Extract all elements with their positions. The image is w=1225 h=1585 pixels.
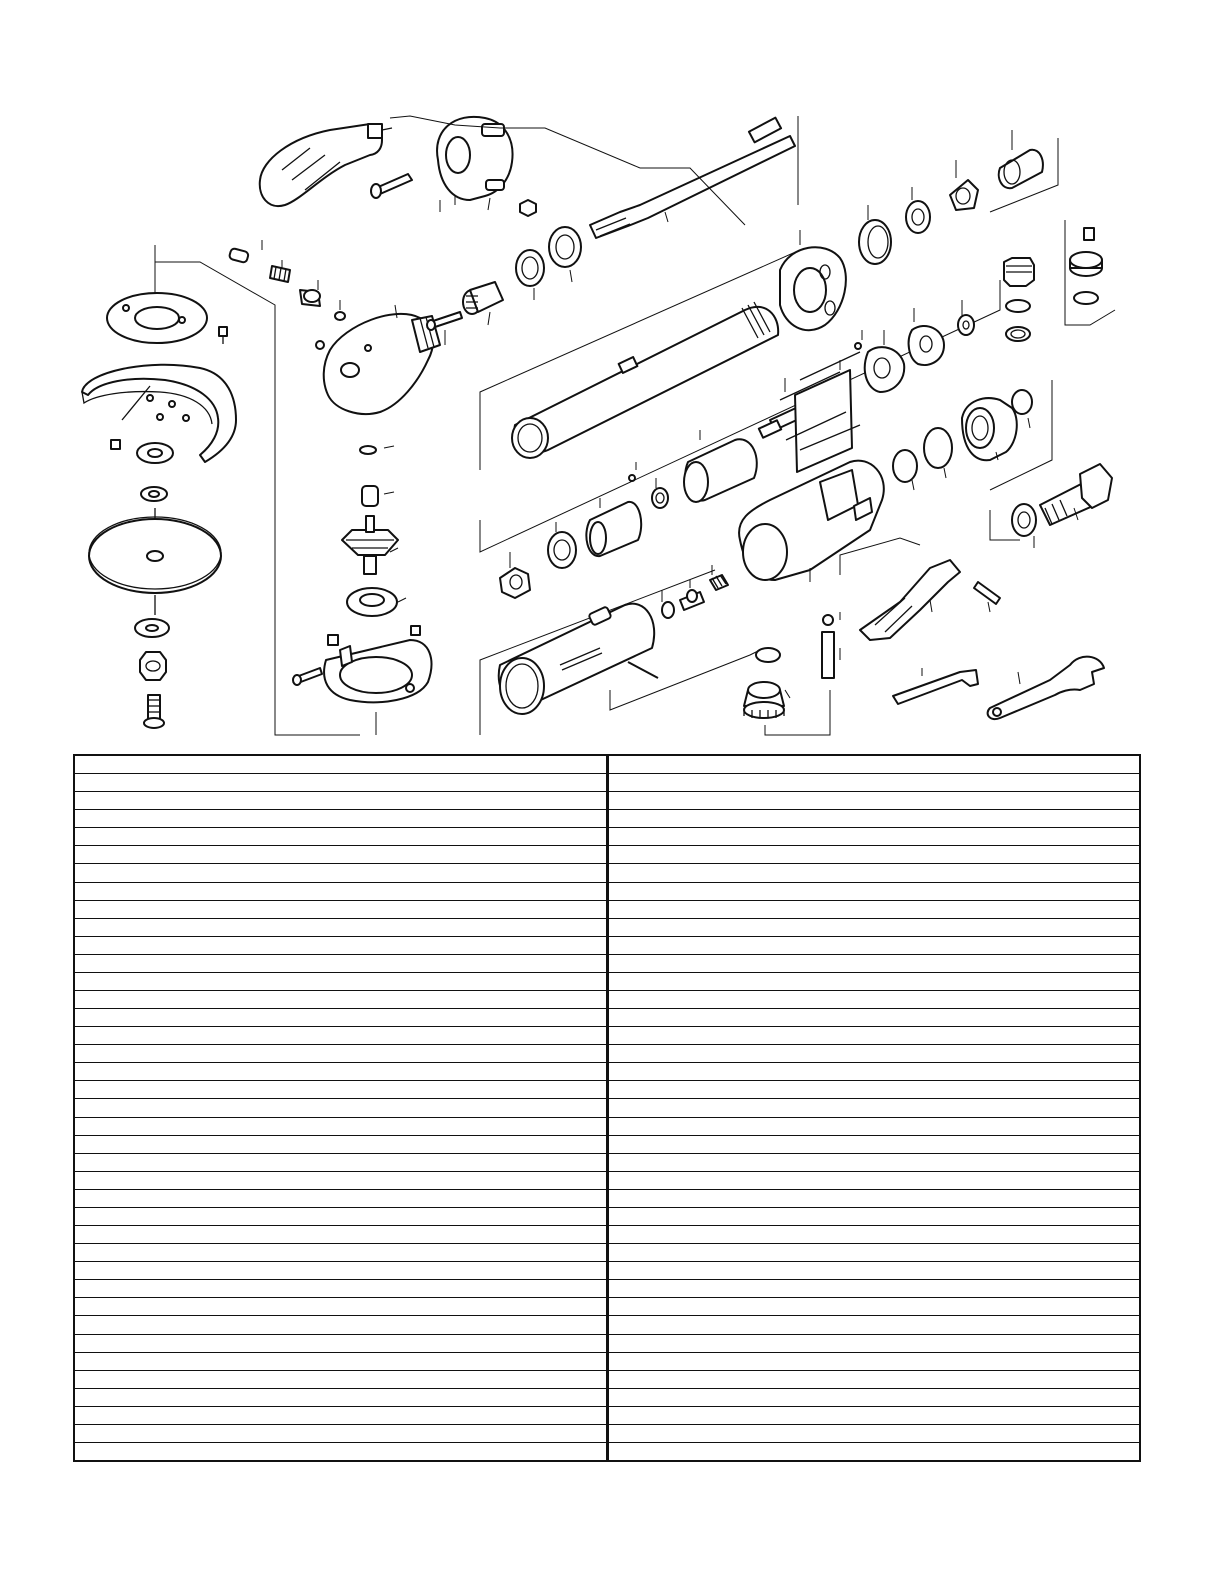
parts-list-row xyxy=(75,1154,606,1172)
parts-list-row xyxy=(609,864,1140,882)
parts-list-row xyxy=(609,1262,1140,1280)
parts-list-row xyxy=(609,1353,1140,1371)
parts-list-row xyxy=(75,756,606,774)
parts-list-row xyxy=(609,1244,1140,1262)
parts-list-row xyxy=(609,1443,1140,1460)
parts-list-row xyxy=(75,1081,606,1099)
parts-list-row xyxy=(75,1425,606,1443)
parts-list-row xyxy=(609,1136,1140,1154)
parts-list-row xyxy=(75,883,606,901)
parts-list-row xyxy=(75,846,606,864)
parts-list-row xyxy=(609,1389,1140,1407)
parts-list-row xyxy=(609,955,1140,973)
parts-list-column-left xyxy=(75,756,606,1460)
parts-list-row xyxy=(75,828,606,846)
parts-list-row xyxy=(75,937,606,955)
parts-list-row xyxy=(609,1226,1140,1244)
parts-list-row xyxy=(609,1190,1140,1208)
parts-list-row xyxy=(609,1316,1140,1334)
parts-list-row xyxy=(609,1099,1140,1117)
parts-list-row xyxy=(75,991,606,1009)
parts-list-row xyxy=(609,1335,1140,1353)
parts-list-row xyxy=(75,1335,606,1353)
parts-list-row xyxy=(75,1262,606,1280)
spindle-group xyxy=(293,446,431,735)
parts-list-row xyxy=(75,1407,606,1425)
parts-list-row xyxy=(75,973,606,991)
parts-list-row xyxy=(75,1063,606,1081)
parts-list-row xyxy=(75,1027,606,1045)
parts-list-row xyxy=(609,1298,1140,1316)
parts-list-table xyxy=(73,754,1141,1462)
parts-list-row xyxy=(75,1443,606,1460)
parts-list-row xyxy=(75,1208,606,1226)
parts-list-row xyxy=(609,1063,1140,1081)
parts-list-row xyxy=(75,1226,606,1244)
parts-list-row xyxy=(75,1009,606,1027)
parts-list-row xyxy=(75,1190,606,1208)
parts-list-row xyxy=(609,973,1140,991)
parts-list-row xyxy=(609,846,1140,864)
parts-list-row xyxy=(75,1389,606,1407)
parts-list-row xyxy=(609,810,1140,828)
parts-list-row xyxy=(75,1353,606,1371)
parts-list-row xyxy=(609,756,1140,774)
parts-list-row xyxy=(609,1118,1140,1136)
parts-list-row xyxy=(75,919,606,937)
guard-group xyxy=(82,245,360,735)
parts-list-row xyxy=(75,1099,606,1117)
parts-list-row xyxy=(609,792,1140,810)
exploded-parts-diagram xyxy=(0,0,1225,750)
parts-list-row xyxy=(75,955,606,973)
parts-list-row xyxy=(609,883,1140,901)
parts-list-row xyxy=(75,1298,606,1316)
parts-list-row xyxy=(609,1081,1140,1099)
parts-list-row xyxy=(75,864,606,882)
parts-list-row xyxy=(609,1045,1140,1063)
parts-list-row xyxy=(75,1118,606,1136)
parts-list-row xyxy=(609,1280,1140,1298)
parts-list-row xyxy=(75,792,606,810)
parts-list-row xyxy=(609,1027,1140,1045)
parts-list-row xyxy=(609,1009,1140,1027)
parts-list-row xyxy=(75,1172,606,1190)
parts-list-row xyxy=(609,991,1140,1009)
tools-group xyxy=(893,657,1104,719)
parts-list-row xyxy=(609,901,1140,919)
parts-list-row xyxy=(609,937,1140,955)
parts-list-row xyxy=(75,1045,606,1063)
parts-list-row xyxy=(75,1136,606,1154)
parts-list-row xyxy=(75,1316,606,1334)
parts-list-row xyxy=(609,1371,1140,1389)
parts-list-row xyxy=(609,919,1140,937)
parts-list-row xyxy=(75,1244,606,1262)
parts-list-row xyxy=(75,1280,606,1298)
parts-list-row xyxy=(609,828,1140,846)
parts-list-row xyxy=(609,1154,1140,1172)
parts-list-row xyxy=(609,1425,1140,1443)
parts-list-row xyxy=(75,810,606,828)
parts-list-row xyxy=(75,901,606,919)
side-handle-group xyxy=(260,116,640,216)
parts-list-row xyxy=(609,1172,1140,1190)
parts-list-row xyxy=(75,774,606,792)
parts-list-row xyxy=(75,1371,606,1389)
parts-list-row xyxy=(609,1208,1140,1226)
parts-list-row xyxy=(609,1407,1140,1425)
parts-list-row xyxy=(609,774,1140,792)
parts-list-column-right xyxy=(606,756,1140,1460)
